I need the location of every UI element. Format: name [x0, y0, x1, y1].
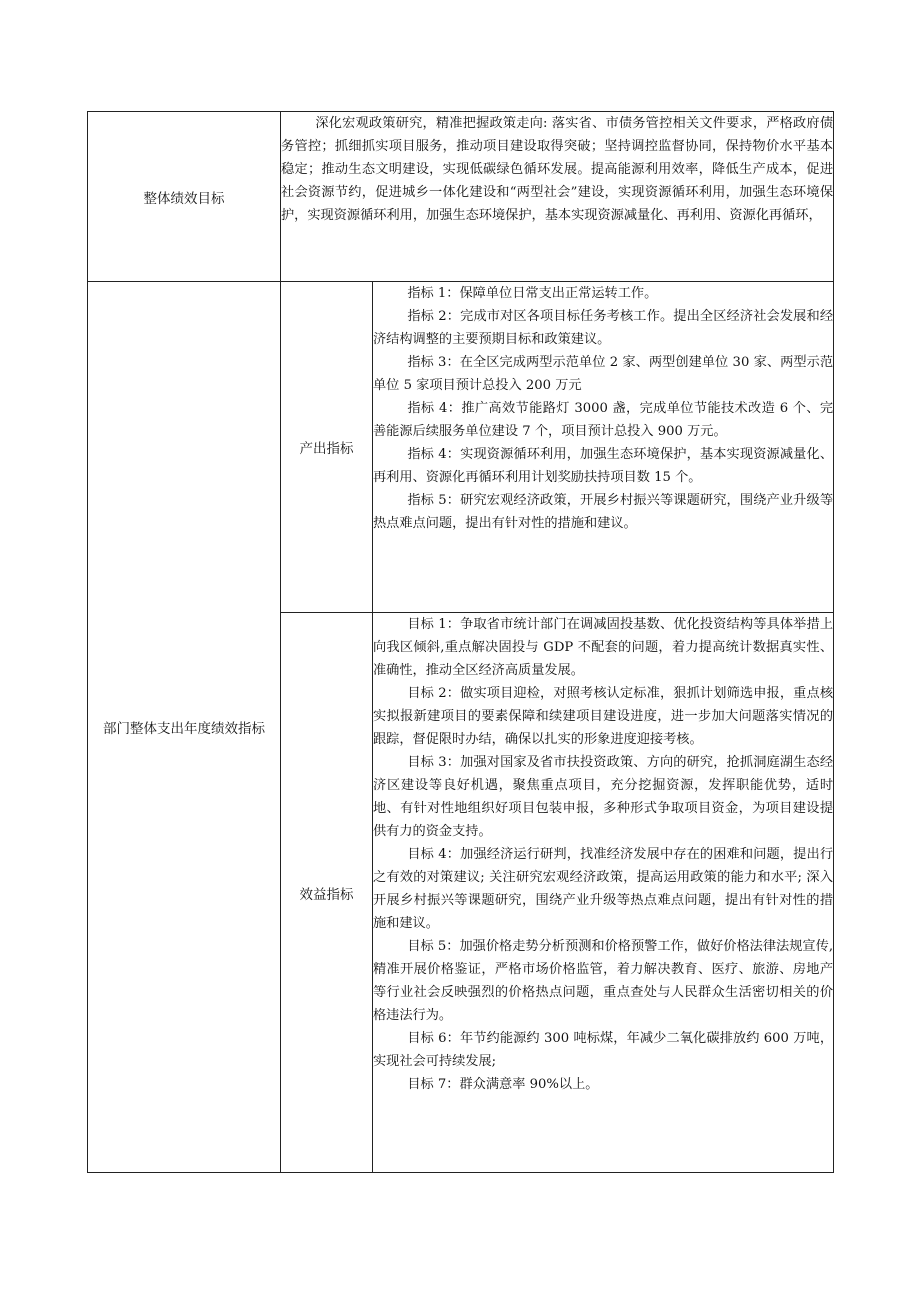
benefit-item: 目标 5：加强价格走势分析预测和价格预警工作，做好价格法律法规宣传,精准开展价格鉴证，严格市场价格监管，着力解决教育、医疗、旅游、房地产等行业社会反映强烈的价格热点问题，重点查处与人民群众生活密切相关的价格违法行为。 [373, 939, 834, 1023]
benefit-item: 目标 4：加强经济运行研判，找准经济发展中存在的困难和问题，提出行之有效的对策建议; 关注研究宏观经济政策，提高运用政策的能力和水平; 深入开展乡村振兴等课题研究，围绕产业升级等热点难点问题，提出有针对性的措施和建议。 [373, 847, 834, 931]
benefit-indicator-label: 效益指标 [281, 613, 373, 1173]
output-item: 指标 4：实现资源循环利用，加强生态环境保护，基本实现资源减量化、再利用、资源化再循环利用计划奖励扶持项目数 15 个。 [373, 447, 834, 485]
benefit-item: 目标 6：年节约能源约 300 吨标煤，年减少二氧化碳排放约 600 万吨，实现社会可持续发展; [373, 1031, 834, 1069]
benefit-item: 目标 3：加强对国家及省市扶投资政策、方向的研究，抢抓洞庭湖生态经济区建设等良好机遇，聚焦重点项目，充分挖掘资源，发挥职能优势，适时地、有针对性地组织好项目包装申报，多种形式争取项目资金，为项目建设提供有力的资金支持。 [373, 755, 834, 839]
indicators-label: 部门整体支出年度绩效指标 [88, 282, 281, 1173]
benefit-indicator-content [373, 613, 834, 1173]
benefit-item: 目标 2：做实项目迎检，对照考核认定标准，狠抓计划筛选申报，重点核实拟报新建项目的要素保障和续建项目建设进度，进一步加大问题落实情况的跟踪，督促限时办结，确保以扎实的形象进度迎接考核。 [373, 686, 834, 747]
overall-goal-row [88, 112, 834, 282]
benefit-item: 目标 7：群众满意率 90%以上。 [407, 1077, 599, 1092]
output-item: 指标 2：完成市对区各项目标任务考核工作。提出全区经济社会发展和经济结构调整的主要预期目标和政策建议。 [373, 309, 834, 347]
output-item: 指标 3：在全区完成两型示范单位 2 家、两型创建单位 30 家、两型示范单位 5 家项目预计总投入 200 万元 [373, 355, 834, 393]
benefit-item: 目标 1：争取省市统计部门在调减固投基数、优化投资结构等具体举措上向我区倾斜,重点解决固投与 GDP 不配套的问题，着力提高统计数据真实性、准确性，推动全区经济高质量发展。 [373, 617, 834, 678]
output-item: 指标 5：研究宏观经济政策，开展乡村振兴等课题研究，围绕产业升级等热点难点问题，提出有针对性的措施和建议。 [373, 493, 834, 531]
output-indicator-row [88, 282, 834, 613]
overall-goal-text: 深化宏观政策研究，精准把握政策走向: 落实省、市债务管控相关文件要求，严格政府债务管控；抓细抓实项目服务，推动项目建设取得突破；坚持调控监督协同，保持物价水平基本稳定；推动生态文明建设，实现低碳绿色循环发展。提高能源利用效率，降低生产成本，促进社会资源节约，促进城乡一体化建设和“两型社会”建设，实现资源循环利用，加强生态环境保护，实现资源循环利用，加强生态环境保护，基本实现资源减量化、再利用、资源化再循环， [281, 116, 834, 223]
performance-table [87, 111, 834, 1173]
output-indicator-content [373, 282, 834, 613]
output-item: 指标 4：推广高效节能路灯 3000 盏，完成单位节能技术改造 6 个、完善能源后续服务单位建设 7 个，项目预计总投入 900 万元。 [373, 401, 834, 439]
overall-goal-label: 整体绩效目标 [88, 112, 281, 282]
overall-goal-content [281, 112, 834, 282]
output-indicator-label: 产出指标 [281, 282, 373, 613]
output-item: 指标 1：保障单位日常支出正常运转工作。 [407, 286, 658, 301]
